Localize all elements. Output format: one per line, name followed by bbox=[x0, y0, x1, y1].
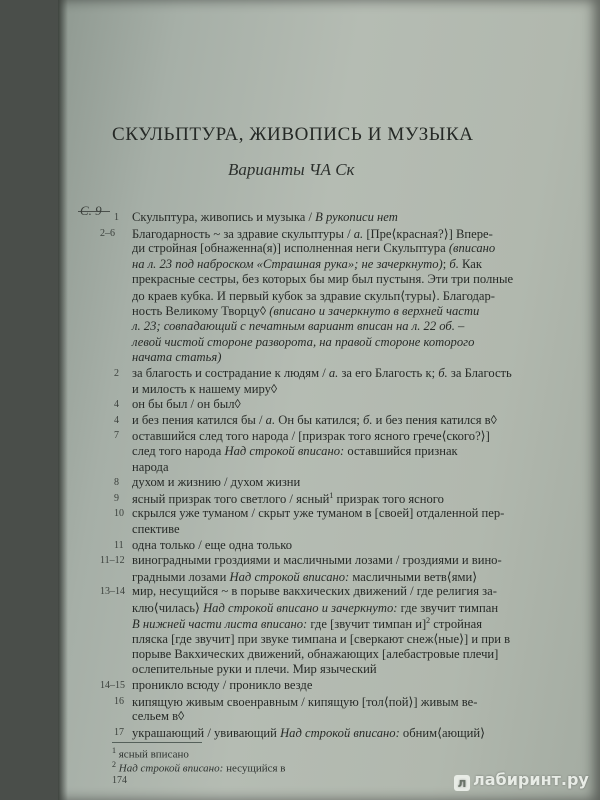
text-run: на л. 23 под наброском «Страшная рука»; не зачеркнуто) bbox=[132, 256, 443, 271]
variant-line bbox=[132, 694, 477, 710]
page-gutter-shadow bbox=[58, 0, 68, 800]
text-run: 2 bbox=[426, 615, 431, 625]
text-run: ясный вписано bbox=[116, 748, 189, 761]
text-run: пляска [где звучит] при звуке тимпана и [сверкают снеж⟨ные⟩] и при в bbox=[132, 632, 511, 647]
variant-line bbox=[132, 522, 180, 537]
text-run: В рукописи нет bbox=[315, 210, 398, 224]
text-run: а. bbox=[328, 366, 339, 380]
line-number: 14–15 bbox=[100, 680, 125, 691]
text-run: духом и жизнию / духом жизни bbox=[132, 475, 301, 490]
text-run: левой чистой стороне разворота, на правой стороне которого bbox=[132, 334, 475, 349]
text-run: Он бы катился; bbox=[275, 412, 364, 427]
line-number: 9 bbox=[114, 492, 119, 504]
text-run: порыве Вакхических движений, обнажающих [алебастровые плечи] bbox=[132, 646, 499, 661]
footnote-rule bbox=[112, 742, 202, 743]
variant-line bbox=[132, 304, 479, 319]
variant-line bbox=[132, 662, 377, 677]
variant-line bbox=[132, 257, 482, 272]
text-run: Над строкой вписано: bbox=[116, 762, 224, 775]
line-number: 2 bbox=[114, 368, 119, 379]
line-number: 4 bbox=[114, 414, 119, 426]
text-run: (вписано bbox=[448, 241, 496, 256]
line-number: 16 bbox=[114, 695, 124, 707]
page-number: 174 bbox=[112, 775, 127, 786]
text-run: [Пре⟨красная?⟩] Впере- bbox=[363, 226, 493, 241]
text-run: украшающий / увивающий bbox=[132, 725, 281, 740]
variant-line bbox=[132, 709, 184, 724]
variant-line bbox=[132, 538, 292, 553]
variant-line bbox=[132, 616, 482, 632]
text-run: проникло всюду / проникло везде bbox=[132, 678, 313, 692]
text-run: В нижней части листа вписано: bbox=[132, 616, 308, 631]
text-run: призрак того ясного bbox=[333, 491, 444, 506]
text-run: ясный призрак того светлого / ясный bbox=[132, 491, 330, 506]
text-run: градными лозами bbox=[132, 569, 230, 584]
text-run: клю⟨чилась⟩ bbox=[132, 601, 204, 615]
text-run: кипящую живым своенравным / кипящую [тол⟨пой⟩] живым ве- bbox=[132, 694, 478, 709]
text-run: 1 bbox=[329, 490, 334, 500]
text-run: Над строкой вписано и зачеркнуто: bbox=[203, 601, 398, 615]
text-run: и без пения катился бы / bbox=[132, 412, 266, 427]
variant-line bbox=[132, 272, 513, 287]
footnote-mark: 2 bbox=[112, 760, 116, 769]
text-run: мир, несущийся ~ в порыве вакхических движений / где религия за- bbox=[132, 584, 497, 599]
text-run: спективе bbox=[132, 522, 180, 536]
text-run: ди стройная [обнаженна(я)] исполненная неги Скульптура bbox=[132, 241, 449, 256]
text-run: обним⟨ающий⟩ bbox=[399, 725, 486, 740]
text-run: масличными ветв⟨ями⟩ bbox=[349, 569, 478, 584]
line-number: 10 bbox=[114, 508, 124, 520]
text-run: за благость и сострадание к людям / bbox=[132, 366, 329, 380]
text-run: виноградными гроздиями и масличными лозами / гроздиями и вино- bbox=[132, 553, 502, 568]
text-run: оставшийся след того народа / [призрак того ясного грече⟨ского?⟩] bbox=[132, 429, 490, 444]
text-run: б. bbox=[363, 412, 373, 427]
labirint-logo-icon: л bbox=[454, 775, 470, 791]
text-run: Над строкой вписано: bbox=[224, 444, 345, 458]
text-run: а. bbox=[353, 226, 364, 241]
variant-line bbox=[132, 288, 495, 304]
text-run: и милость к нашему миру◊ bbox=[132, 381, 278, 396]
variant-line bbox=[132, 460, 169, 475]
variant-line bbox=[132, 569, 477, 585]
text-run: несущийся в bbox=[223, 762, 286, 775]
text-run: прекрасные сестры, без которых бы мир был пустыня. Эти три полные bbox=[132, 272, 514, 287]
variant-line bbox=[132, 319, 464, 334]
text-run: а. bbox=[265, 412, 276, 427]
variant-line bbox=[132, 725, 485, 741]
line-number: 2–6 bbox=[100, 227, 115, 239]
variants-subtitle: Варианты ЧА Ск bbox=[228, 160, 355, 179]
text-run: скрылся уже туманом / скрыт уже туманом в [своей] отдаленной пер- bbox=[132, 506, 505, 521]
line-number: 4 bbox=[114, 399, 119, 411]
text-run: он бы был / он был◊ bbox=[132, 397, 241, 412]
variant-line bbox=[132, 366, 512, 381]
line-number: 7 bbox=[114, 430, 119, 442]
text-run: стройная bbox=[430, 616, 483, 631]
text-run: ность Великому Творцу◊ bbox=[132, 303, 270, 318]
variant-line bbox=[132, 444, 458, 459]
variant-line bbox=[132, 241, 495, 256]
variant-line bbox=[132, 647, 498, 662]
footnote bbox=[112, 746, 189, 761]
text-run: где звучит тимпан bbox=[397, 601, 499, 615]
text-run: до краев кубка. И первый кубок за здравие скульп⟨туры⟩. Благодар- bbox=[132, 289, 495, 303]
text-run: за его Благость к; bbox=[338, 366, 439, 380]
variant-line bbox=[132, 631, 510, 647]
variant-line bbox=[132, 491, 444, 507]
text-run: Над строкой вписано: bbox=[280, 725, 400, 740]
variant-line bbox=[132, 600, 498, 616]
variant-line bbox=[132, 506, 504, 521]
text-run: л. 23; совпадающий с печатным вариант вписан на л. 22 об. – bbox=[132, 319, 465, 334]
section-title: СКУЛЬПТУРА, ЖИВОПИСЬ И МУЗЫКА bbox=[112, 124, 474, 145]
text-run: за Благость bbox=[447, 366, 512, 380]
labirint-watermark bbox=[454, 770, 589, 791]
text-run: б. bbox=[449, 256, 459, 271]
variant-line bbox=[132, 553, 502, 568]
variant-line bbox=[132, 397, 241, 412]
line-number: 1 bbox=[114, 212, 119, 223]
variant-line bbox=[132, 413, 497, 428]
line-number: 11 bbox=[114, 539, 124, 551]
text-run: начата статья) bbox=[132, 350, 222, 365]
line-number: 17 bbox=[114, 726, 124, 738]
page-reference-label: С. 9 bbox=[80, 203, 102, 218]
watermark-text: лабиринт.ру bbox=[473, 770, 589, 789]
text-run: где [звучит тимпан и] bbox=[307, 616, 427, 631]
text-run: Скульптура, живопись и музыка / bbox=[132, 210, 316, 224]
variant-line bbox=[132, 226, 493, 242]
variant-line bbox=[132, 584, 497, 599]
text-run: ; bbox=[442, 256, 450, 271]
text-run: (вписано и зачеркнуто в верхней части bbox=[269, 303, 480, 318]
line-number: 8 bbox=[114, 477, 119, 489]
text-run: Над строкой вписано: bbox=[229, 569, 350, 584]
text-run: оставшийся признак bbox=[344, 444, 458, 458]
text-run: б. bbox=[438, 366, 448, 380]
line-number: 13–14 bbox=[100, 586, 125, 598]
text-run: сельем в◊ bbox=[132, 709, 185, 724]
variant-line bbox=[132, 428, 490, 444]
footnote bbox=[112, 760, 285, 775]
footnote-mark: 1 bbox=[112, 746, 116, 755]
text-run: след того народа bbox=[132, 444, 225, 458]
variant-line bbox=[132, 678, 312, 693]
variant-line bbox=[132, 210, 398, 225]
text-run: ослепительные руки и плечи. Мир языческий bbox=[132, 662, 377, 677]
variant-line bbox=[132, 475, 300, 490]
text-run: народа bbox=[132, 459, 169, 474]
text-run: Благодарность ~ за здравие скульптуры / bbox=[132, 226, 354, 241]
variant-line bbox=[132, 382, 277, 397]
text-run: Как bbox=[458, 256, 482, 271]
variant-line bbox=[132, 335, 474, 350]
text-run: одна только / еще одна только bbox=[132, 537, 293, 552]
variant-line bbox=[132, 350, 221, 365]
line-number: 11–12 bbox=[100, 555, 125, 567]
text-run: и без пения катился в◊ bbox=[372, 412, 497, 427]
